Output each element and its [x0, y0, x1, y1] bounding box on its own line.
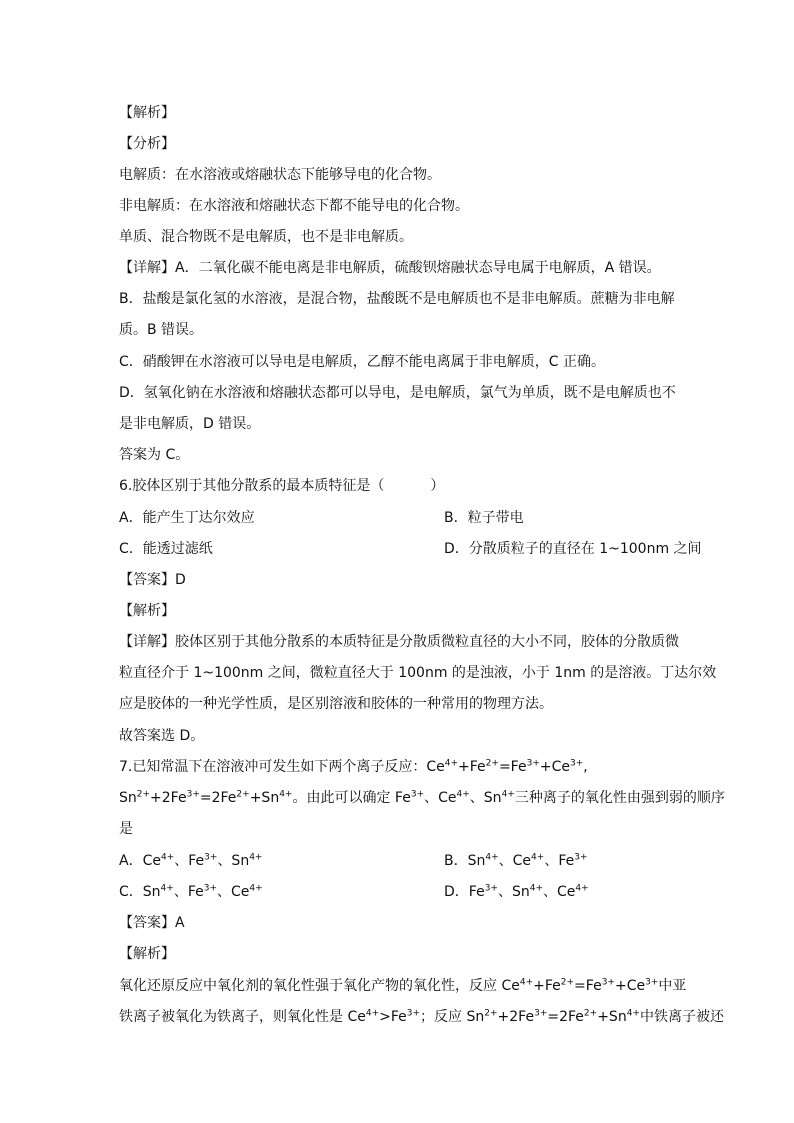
- detail-option-d-line1: D．氢氧化钠在水溶液和熔融状态都可以导电，是电解质，氯气为单质，既不是电解质也不: [119, 385, 676, 401]
- answer-q5: 答案为 C。: [119, 447, 190, 463]
- question-7-jiexi-tag: 【解析】: [119, 946, 175, 962]
- question-6-option-a: A．能产生丁达尔效应: [119, 510, 255, 526]
- question-6-stem-end: ）: [430, 478, 445, 494]
- detail-option-d-line2: 是非电解质，D 错误。: [119, 416, 261, 432]
- detail-option-b-line1: B．盐酸是氯化氢的水溶液，是混合物，盐酸既不是电解质也不是非电解质。蔗糖为非电解: [119, 291, 675, 307]
- question-7-exp-text-2: 中亚: [658, 978, 687, 994]
- question-7-option-d: D．$Fe^{3+}$、$Sn^{4+}$、$Ce^{4+}$: [444, 883, 589, 900]
- question-6-stem: [119, 477, 679, 495]
- question-6-detail-line1: 【详解】胶体区别于其他分散系的本质特征是分散质微粒直径的大小不同，胶体的分散质微: [119, 634, 679, 650]
- question-7-option-c: C．$Sn^{4+}$、$Fe^{3+}$、$Ce^{4+}$: [119, 883, 263, 900]
- detail-option-c: C．硝酸钾在水溶液可以导电是电解质，乙醇不能电离属于非电解质，C 正确。: [119, 354, 605, 370]
- question-7-exp-text-5: 中铁离子被还: [639, 1009, 724, 1025]
- detail-option-b-line2: 质。B 错误。: [119, 322, 204, 338]
- question-6-option-c: C．能透过滤纸: [119, 541, 213, 557]
- question-7-stem-line2: $Sn^{2+}+2Fe^{3+}=2Fe^{2+}+Sn^{4+}$。由此可以确定 $Fe^{3+}$、$Ce^{4+}$、$Sn^{4+}$三种离子的氧化性由强到弱的顺序: [119, 789, 725, 806]
- question-6-detail-line3: 应是胶体的一种光学性质，是区别溶液和胶体的一种常用的物理方法。: [119, 696, 553, 712]
- question-6-stem-start: 6.胶体区别于其他分散系的最本质特征是（: [119, 478, 385, 494]
- question-7-stem-text: 7.已知常温下在溶液冲可发生如下两个离子反应：Ce: [119, 759, 445, 775]
- definition-nonelectrolyte: 非电解质：在水溶液和熔融状态下都不能导电的化合物。: [119, 198, 469, 214]
- question-7-option-a: A．$Ce^{4+}$、$Fe^{3+}$、$Sn^{4+}$: [119, 852, 263, 869]
- section-tag-jiexi: 【解析】: [119, 105, 175, 121]
- question-6-option-d: D．分散质粒子的直径在 1~100nm 之间: [444, 541, 702, 557]
- question-7-explanation-line2: 铁离子被氧化为铁离子，则氧化性是 $Ce^{4+}>Fe^{3+}$；反应 $Sn^{2+}+2Fe^{3+}=2Fe^{2+}+Sn^{4+}$中铁离子被还: [119, 1008, 724, 1025]
- question-6-jiexi-tag: 【解析】: [119, 603, 175, 619]
- question-7-option-b: B．$Sn^{4+}$、$Ce^{4+}$、$Fe^{3+}$: [444, 852, 588, 869]
- question-7-exp-text-4: ；反应 Sn: [420, 1009, 485, 1025]
- detail-option-a: 【详解】A．二氧化碳不能电离是非电解质，硫酸钡熔融状态导电属于电解质，A 错误。: [119, 260, 661, 276]
- definition-electrolyte: 电解质：在水溶液或熔融状态下能够导电的化合物。: [119, 167, 441, 183]
- question-7-stem-line1: 7.已知常温下在溶液冲可发生如下两个离子反应：$Ce^{4+}+Fe^{2+}=Fe^{3+}+Ce^{3+}$,: [119, 758, 588, 775]
- question-7-stem-line3: 是: [119, 821, 133, 837]
- question-7-exp-text-1: 氧化还原反应中氧化剂的氧化性强于氧化产物的氧化性，反应 Ce: [119, 978, 520, 994]
- question-7-exp-text-3: 铁离子被氧化为铁离子，则氧化性是 Ce: [119, 1009, 366, 1025]
- question-7-answer: 【答案】A: [119, 915, 185, 931]
- question-7-explanation-line1: 氧化还原反应中氧化剂的氧化性强于氧化产物的氧化性，反应 $Ce^{4+}+Fe^{2+}=Fe^{3+}+Ce^{3+}$中亚: [119, 977, 687, 994]
- question-6-detail-line2: 粒直径介于 1~100nm 之间，微粒直径大于 100nm 的是浊液，小于 1nm 的是溶液。丁达尔效: [119, 665, 717, 681]
- question-6-conclusion: 故答案选 D。: [119, 728, 205, 744]
- question-7-stem-tail: 三种离子的氧化性由强到弱的顺序: [514, 790, 725, 806]
- question-6-option-b: B．粒子带电: [444, 510, 524, 526]
- question-6-answer: 【答案】D: [119, 572, 186, 588]
- definition-neither: 单质、混合物既不是电解质，也不是非电解质。: [119, 229, 413, 245]
- section-tag-fenxi: 【分析】: [119, 136, 175, 152]
